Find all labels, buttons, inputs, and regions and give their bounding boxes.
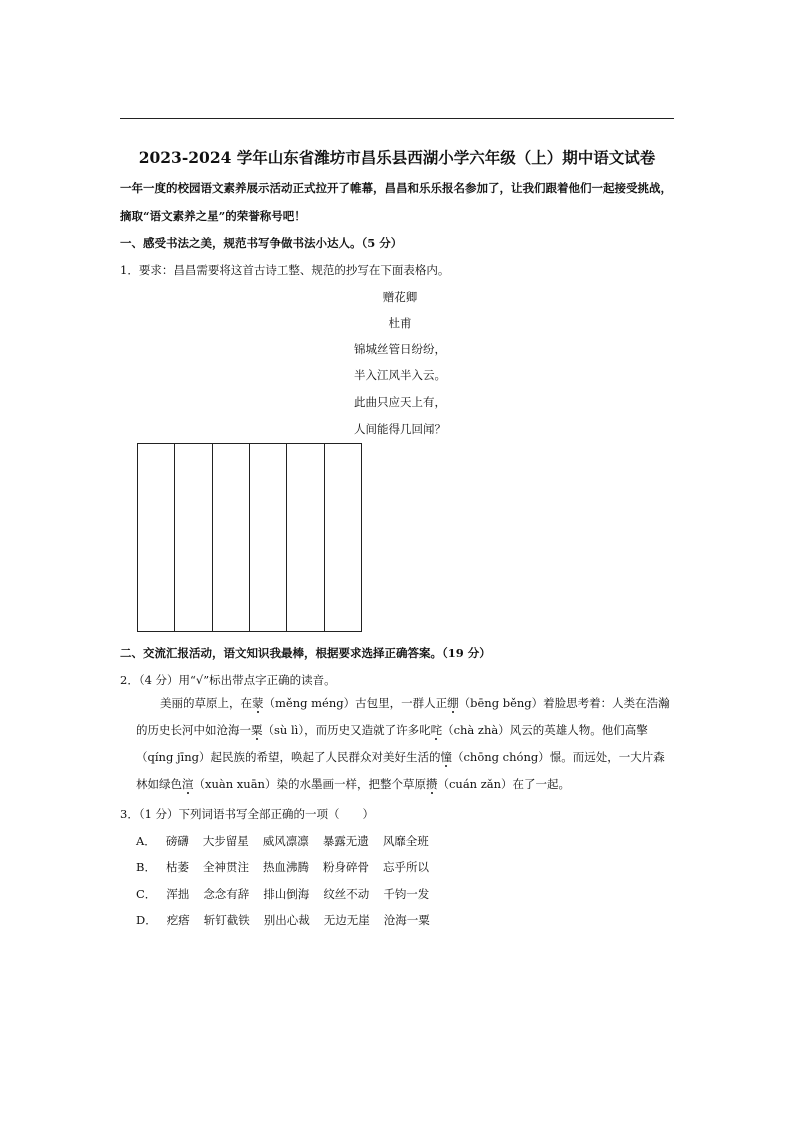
passage-text: （bēng běng）着脸思考着：人类在浩瀚的历史长河中如沧海一 <box>136 696 670 737</box>
option-word: 大步留星 <box>202 834 249 848</box>
passage-text: （xuàn xuān）染的水墨画一样，把整个草原 <box>193 777 426 791</box>
grid-column[interactable] <box>325 444 361 631</box>
passage-text: （měng méng）古包里，一群人正 <box>263 696 448 710</box>
question-2-stem: 2．（4 分）用“√”标出带点字正确的读音。 <box>120 673 336 687</box>
option-word: 风靡全班 <box>382 834 429 848</box>
grid-column[interactable] <box>287 444 324 631</box>
option-word: 纹丝不动 <box>323 887 370 901</box>
option-word: 斩钉截铁 <box>203 913 250 927</box>
dotted-char: 咤 <box>430 723 443 737</box>
poem-line: 人间能得几回闻？ <box>354 422 446 436</box>
option-word: 沧海一粟 <box>383 913 430 927</box>
dotted-char: 攒 <box>425 777 438 791</box>
passage-text: （chà zhà）风云的英雄人物。他们高擎（qíng jīng）起民族的希望，唤起了人民群众对美好生活的 <box>136 723 648 764</box>
option-d[interactable] <box>136 912 444 928</box>
poem-line: 锦城丝管日纷纷， <box>354 342 446 356</box>
poem-title: 赠花卿 <box>382 290 418 304</box>
section-2-heading: 二、交流汇报活动，语文知识我最棒，根据要求选择正确答案。（19 分） <box>120 646 491 660</box>
option-word: 威风凛凛 <box>262 834 309 848</box>
option-label: C． <box>136 887 157 901</box>
passage-text: （chōng chóng）憬。而远处，一大片森林如绿色 <box>136 750 665 791</box>
option-word: 磅礴 <box>165 834 189 848</box>
grid-column[interactable] <box>213 444 250 631</box>
option-c[interactable] <box>136 886 443 902</box>
option-label: A． <box>136 834 156 848</box>
question-3-stem: 3．（1 分）下列词语书写全部正确的一项（ ） <box>120 807 375 821</box>
option-word: 别出心裁 <box>263 913 310 927</box>
option-b[interactable] <box>136 859 443 875</box>
question-2-passage <box>136 690 676 798</box>
option-word: 念念有辞 <box>203 887 250 901</box>
option-word: 暴露无遗 <box>322 834 369 848</box>
passage-text: （sù lì），而历史又造就了许多叱 <box>262 723 431 737</box>
option-word: 粉身碎骨 <box>322 860 369 874</box>
page-title: 2023-2024 学年山东省潍坊市昌乐县西湖小学六年级（上）期中语文试卷 <box>138 148 656 167</box>
option-word: 疙瘩 <box>166 913 190 927</box>
dotted-char: 粟 <box>251 723 263 737</box>
poem-line: 半入江风半入云。 <box>354 368 446 382</box>
dotted-char: 蒙 <box>252 696 264 710</box>
grid-column[interactable] <box>250 444 287 631</box>
writing-grid[interactable] <box>137 443 362 632</box>
option-word: 枯萎 <box>165 860 189 874</box>
option-word: 忘乎所以 <box>382 860 429 874</box>
option-word: 热血沸腾 <box>262 860 309 874</box>
passage-text: 美丽的草原上，在 <box>160 696 252 710</box>
option-word: 全神贯注 <box>202 860 249 874</box>
passage-text: （cuán zǎn）在了一起。 <box>437 777 571 791</box>
grid-column[interactable] <box>175 444 212 631</box>
dotted-char: 绷 <box>447 696 459 710</box>
poem-author: 杜甫 <box>388 316 412 330</box>
option-word: 无边无崖 <box>323 913 370 927</box>
option-label: D． <box>136 913 157 927</box>
option-word: 千钧一发 <box>383 887 430 901</box>
option-word: 排山倒海 <box>263 887 310 901</box>
option-a[interactable] <box>136 833 443 849</box>
section-1-heading: 一、感受书法之美，规范书写争做书法小达人。（5 分） <box>120 236 403 250</box>
header-rule <box>120 118 674 119</box>
option-word: 浑拙 <box>166 887 190 901</box>
intro-text: 一年一度的校园语文素养展示活动正式拉开了帷幕，昌昌和乐乐报名参加了，让我们跟着他们一起接受挑战，摘取“语文素养之星”的荣誉称号吧！ <box>120 181 672 223</box>
dotted-char: 渲 <box>182 777 194 791</box>
poem-line: 此曲只应天上有， <box>354 395 446 409</box>
grid-column[interactable] <box>138 444 175 631</box>
question-1: 1．要求：昌昌需要将这首古诗工整、规范的抄写在下面表格内。 <box>120 263 450 277</box>
option-label: B． <box>136 860 156 874</box>
dotted-char: 憧 <box>440 750 452 764</box>
